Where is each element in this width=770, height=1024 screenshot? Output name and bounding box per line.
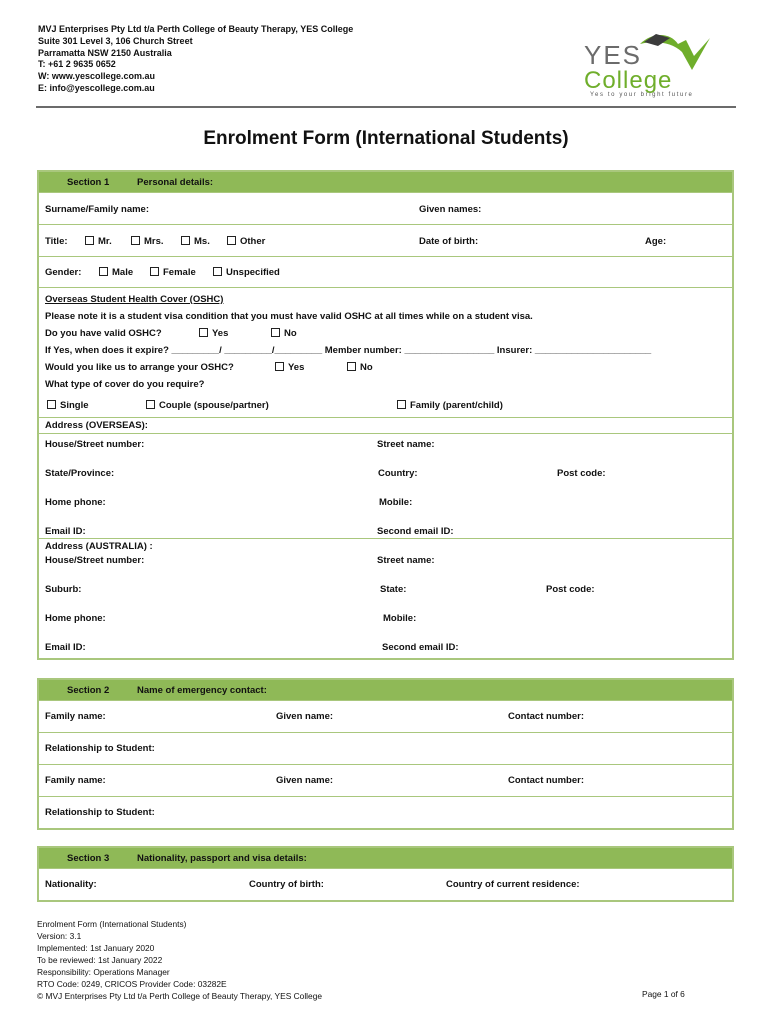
overseas-country-label: Country: [378, 468, 418, 479]
company-address-block [38, 24, 353, 95]
cover-couple-option[interactable]: Couple (spouse/partner) [146, 397, 269, 414]
cover-family-checkbox[interactable] [397, 400, 406, 409]
country-of-residence-label: Country of current residence: [446, 879, 580, 890]
oshc-question-cover: What type of cover do you require? [45, 379, 205, 390]
ms-checkbox[interactable] [181, 236, 190, 245]
row-gender [39, 256, 732, 287]
row-names [39, 192, 732, 224]
footer-implemented: Implemented: 1st January 2020 [37, 943, 155, 953]
other-checkbox[interactable] [227, 236, 236, 245]
document-footer [37, 918, 322, 1002]
overseas-email-label: Email ID: [45, 526, 86, 537]
oshc-valid-no-option[interactable]: No [271, 325, 297, 342]
emergency-given-name-label: Given name: [276, 711, 334, 722]
overseas-address-heading-row [39, 417, 732, 433]
gender-unspecified-option[interactable]: Unspecified [213, 267, 280, 278]
oshc-valid-yes-checkbox[interactable] [199, 328, 208, 337]
au-suburb-label: Suburb: [45, 584, 82, 595]
oshc-arrange-yes-checkbox[interactable] [275, 362, 284, 371]
title-ms-option[interactable]: Ms. [181, 236, 210, 247]
age-label: Age: [645, 236, 667, 247]
section-2-name: Name of emergency contact: [137, 685, 267, 696]
unspecified-checkbox[interactable] [213, 267, 222, 276]
title-mrs-option[interactable]: Mrs. [131, 236, 164, 247]
au-state-label: State: [380, 584, 407, 595]
footer-copyright: © MVJ Enterprises Pty Ltd t/a Perth College of Beauty Therapy, YES College [37, 991, 323, 1001]
australia-address-heading: Address (AUSTRALIA) : [45, 541, 153, 552]
surname-label: Surname/Family name: [45, 204, 150, 215]
oshc-question-valid: Do you have valid OSHC? [45, 328, 162, 339]
oshc-block [39, 287, 732, 417]
oshc-valid-no-checkbox[interactable] [271, 328, 280, 337]
emergency-row-3 [39, 764, 732, 796]
emergency-family-name-label: Family name: [45, 711, 106, 722]
section-3-header [39, 848, 732, 868]
emergency-relationship-label-2: Relationship to Student: [45, 807, 155, 818]
oshc-valid-yes-option[interactable]: Yes [199, 325, 228, 342]
row-title-dob [39, 224, 732, 256]
emergency-contact-number-label: Contact number: [508, 711, 584, 722]
overseas-mobile-label: Mobile: [379, 497, 413, 508]
section-1-number: Section 1 [67, 177, 110, 188]
emergency-row-1 [39, 700, 732, 732]
mr-checkbox[interactable] [85, 236, 94, 245]
au-house-label: House/Street number: [45, 555, 145, 566]
overseas-email2-label: Second email ID: [377, 526, 454, 537]
cover-single-option[interactable]: Single [47, 397, 89, 414]
footer-version: Version: 3.1 [37, 931, 82, 941]
phone-line: T: +61 2 9635 0652 [38, 59, 116, 70]
email-line: E: info@yescollege.com.au [38, 82, 155, 93]
logo-text-college: College [584, 67, 673, 94]
page-title: Enrolment Form (International Students) [203, 128, 569, 149]
footer-rto-code: RTO Code: 0249, CRICOS Provider Code: 03282E [37, 979, 227, 989]
logo-text-yes: YES [584, 40, 643, 70]
male-checkbox[interactable] [99, 267, 108, 276]
oshc-arrange-no-option[interactable]: No [347, 359, 373, 376]
website-line: W: www.yescollege.com.au [38, 71, 156, 82]
section-2-emergency-contact [37, 678, 734, 830]
oshc-arrange-yes-option[interactable]: Yes [275, 359, 304, 376]
emergency-contact-number-label-2: Contact number: [508, 775, 584, 786]
logo-tagline: Yes to your bright future [590, 92, 694, 98]
emergency-family-name-label-2: Family name: [45, 775, 106, 786]
au-mobile-label: Mobile: [383, 613, 417, 624]
oshc-title: Overseas Student Health Cover (OSHC) [45, 294, 224, 305]
australia-address-heading-row [39, 538, 732, 554]
nationality-row [39, 868, 732, 900]
country-of-birth-label: Country of birth: [249, 879, 324, 890]
footer-review-date: To be reviewed: 1st January 2022 [37, 955, 163, 965]
section-3-name: Nationality, passport and visa details: [137, 853, 307, 864]
section-3-nationality [37, 846, 734, 902]
section-1-header [39, 172, 732, 192]
title-other-option[interactable]: Other [227, 236, 265, 247]
gender-label: Gender: [45, 267, 82, 278]
title-mr-option[interactable]: Mr. [85, 236, 112, 247]
au-email2-label: Second email ID: [382, 642, 459, 653]
header-divider [36, 106, 736, 108]
emergency-given-name-label-2: Given name: [276, 775, 334, 786]
au-postcode-label: Post code: [546, 584, 595, 595]
company-name: MVJ Enterprises Pty Ltd t/a Perth College of Beauty Therapy, YES College [38, 24, 354, 34]
cover-family-option[interactable]: Family (parent/child) [397, 397, 503, 414]
au-email-label: Email ID: [45, 642, 86, 653]
page-number: Page 1 of 6 [642, 989, 685, 999]
address-line-2: Parramatta NSW 2150 Australia [38, 47, 172, 58]
title-label: Title: [45, 236, 68, 247]
overseas-postcode-label: Post code: [557, 468, 606, 479]
au-home-phone-label: Home phone: [45, 613, 106, 624]
section-3-number: Section 3 [67, 853, 110, 864]
gender-female-option[interactable]: Female [150, 267, 196, 278]
oshc-question-arrange: Would you like us to arrange your OSHC? [45, 362, 234, 373]
mrs-checkbox[interactable] [131, 236, 140, 245]
overseas-street-label: Street name: [377, 439, 435, 450]
emergency-relationship-label: Relationship to Student: [45, 743, 155, 754]
overseas-house-label: House/Street number: [45, 439, 145, 450]
dob-label: Date of birth: [419, 236, 479, 247]
cover-couple-checkbox[interactable] [146, 400, 155, 409]
oshc-expiry-line: If Yes, when does it expire? _________/ _________/_________ Member number: _________________ Insurer: ______________________ [45, 345, 652, 356]
overseas-state-label: State/Province: [45, 468, 115, 479]
oshc-arrange-no-checkbox[interactable] [347, 362, 356, 371]
au-street-label: Street name: [377, 555, 435, 566]
overseas-address-block [39, 433, 732, 538]
section-1-name: Personal details: [137, 177, 214, 188]
overseas-home-phone-label: Home phone: [45, 497, 106, 508]
footer-form-name: Enrolment Form (International Students) [37, 919, 187, 929]
female-checkbox[interactable] [150, 267, 159, 276]
footer-responsibility: Responsibility: Operations Manager [37, 967, 170, 977]
section-2-header [39, 680, 732, 700]
section-2-number: Section 2 [67, 685, 110, 696]
emergency-row-2 [39, 732, 732, 764]
cover-single-checkbox[interactable] [47, 400, 56, 409]
overseas-address-heading: Address (OVERSEAS): [45, 420, 148, 431]
nationality-label: Nationality: [45, 879, 97, 890]
australia-address-block [39, 554, 732, 658]
yes-college-logo [582, 30, 718, 100]
gender-male-option[interactable]: Male [99, 267, 133, 278]
oshc-note: Please note it is a student visa condition that you must have valid OSHC at all times while on a student visa. [45, 311, 533, 322]
address-line-1: Suite 301 Level 3, 106 Church Street [38, 35, 193, 46]
emergency-row-4 [39, 796, 732, 828]
given-names-label: Given names: [419, 204, 482, 215]
section-1-personal-details [37, 170, 734, 660]
